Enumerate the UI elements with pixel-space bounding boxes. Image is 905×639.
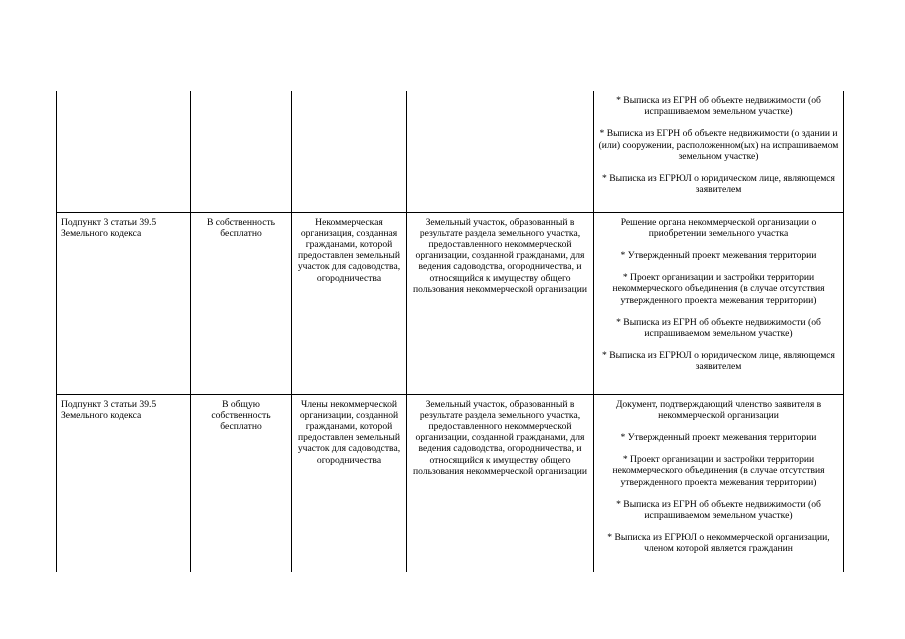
documents-cell <box>594 212 844 394</box>
right-type-cell: В собственность бесплатно <box>191 212 292 394</box>
legal-basis-cell: Подпункт 3 статьи 39.5 Земельного кодекса <box>57 394 191 572</box>
right-type-cell <box>191 91 292 212</box>
document-item: * Утвержденный проект межевания территории <box>620 431 817 443</box>
documents-cell <box>594 394 844 572</box>
land-plot-cell <box>407 91 594 212</box>
right-type-cell: В общую собственность бесплатно <box>191 394 292 572</box>
document-item: Документ, подтверждающий членство заявителя в некоммерческой организации <box>615 398 822 421</box>
applicant-cell: Члены некоммерческой организации, созданной гражданами, которой предоставлен земельный участок для садоводства, огородничества <box>292 394 407 572</box>
document-item: Решение органа некоммерческой организации о приобретении земельного участка <box>620 216 817 239</box>
document-item: * Проект организации и застройки территории некоммерческого объединения (в случае отсутствия утвержденного проекта межевания территории) <box>612 454 825 488</box>
document-item: * Выписка из ЕГРЮЛ о юридическом лице, являющемся заявителем <box>602 173 835 196</box>
document-item: * Выписка из ЕГРН об объекте недвижимости (об испрашиваемом земельном участке) <box>616 498 821 521</box>
applicant-cell <box>292 91 407 212</box>
document-item: * Утвержденный проект межевания территории <box>620 249 817 261</box>
document-item: * Выписка из ЕГРЮЛ о юридическом лице, являющемся заявителем <box>602 350 835 373</box>
documents-cell <box>594 91 844 212</box>
land-documents-table <box>56 91 844 572</box>
land-plot-cell: Земельный участок, образованный в результате раздела земельного участка, предоставленного некоммерческой организации, созданной гражданами, для ведения садоводства, огородничества, и относящийся к имуществу общего пользования некоммерческой организации <box>407 394 594 572</box>
document-item: * Выписка из ЕГРН об объекте недвижимости (об испрашиваемом земельном участке) <box>616 316 821 339</box>
table-row <box>57 91 844 212</box>
document-item: * Выписка из ЕГРН об объекте недвижимости (об испрашиваемом земельном участке) <box>616 95 821 118</box>
table-row <box>57 212 844 394</box>
document-item: * Выписка из ЕГРН об объекте недвижимости (о здании и (или) сооружении, расположенном(ых) на испрашиваемом земельном участке) <box>598 128 839 162</box>
table-body <box>57 91 844 572</box>
document-item: * Выписка из ЕГРЮЛ о некоммерческой организации, членом которой является гражданин <box>607 532 830 555</box>
legal-basis-cell <box>57 91 191 212</box>
document-item: * Проект организации и застройки территории некоммерческого объединения (в случае отсутствия утвержденного проекта межевания территории) <box>612 272 825 306</box>
legal-basis-cell: Подпункт 3 статьи 39.5 Земельного кодекса <box>57 212 191 394</box>
table-row <box>57 394 844 572</box>
land-plot-cell: Земельный участок, образованный в результате раздела земельного участка, предоставленного некоммерческой организации, созданной гражданами, для ведения садоводства, огородничества, и относящийся к имуществу общего пользования некоммерческой организации <box>407 212 594 394</box>
applicant-cell: Некоммерческая организация, созданная гражданами, которой предоставлен земельный участок для садоводства, огородничества <box>292 212 407 394</box>
